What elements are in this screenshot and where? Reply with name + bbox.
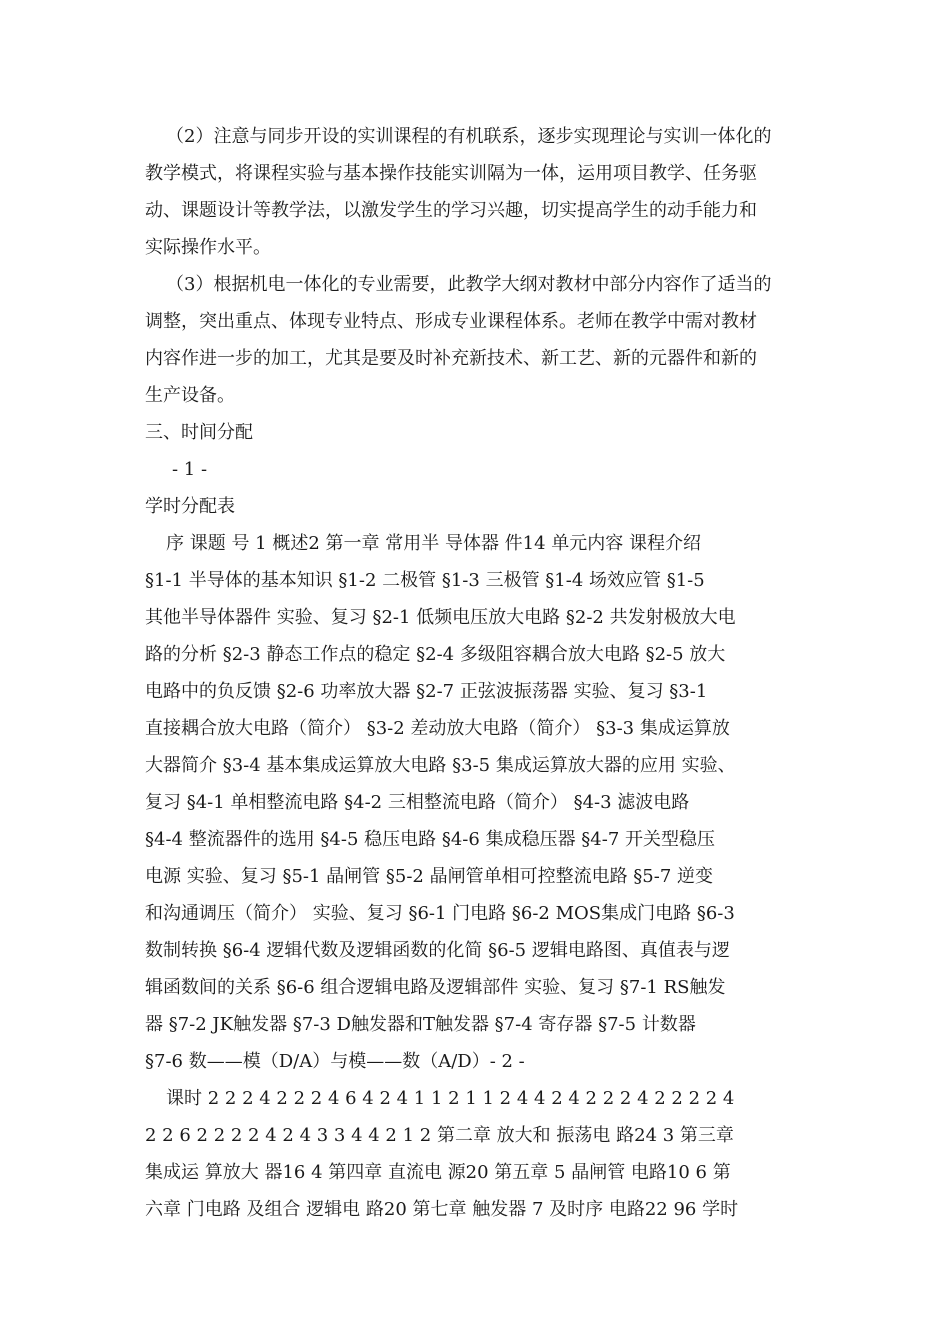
paragraph-3-line-1: （3）根据机电一体化的专业需要，此教学大纲对教材中部分内容作了适当的 bbox=[166, 274, 772, 295]
paragraph-2-line-1: （2）注意与同步开设的实训课程的有机联系，逐步实现理论与实训一体化的 bbox=[166, 126, 772, 147]
page-number-1: - 1 - bbox=[172, 459, 208, 480]
table-text-line-6: 直接耦合放大电路（简介） §3-2 差动放大电路（简介） §3-3 集成运算放 bbox=[145, 718, 730, 739]
paragraph-3-line-3: 内容作进一步的加工，尤其是要及时补充新技术、新工艺、新的元器件和新的 bbox=[145, 348, 757, 369]
table-text-line-3: 其他半导体器件 实验、复习 §2-1 低频电压放大电路 §2-2 共发射极放大电 bbox=[145, 607, 736, 628]
section-heading: 三、时间分配 bbox=[145, 422, 253, 443]
table-title: 学时分配表 bbox=[145, 496, 235, 517]
hours-line-2: 2 2 6 2 2 2 2 4 2 4 3 3 4 4 2 1 2 第二章 放大和 振荡电 路24 3 第三章 bbox=[145, 1125, 734, 1146]
table-text-line-4: 路的分析 §2-3 静态工作点的稳定 §2-4 多级阻容耦合放大电路 §2-5 放大 bbox=[145, 644, 726, 665]
paragraph-2-line-4: 实际操作水平。 bbox=[145, 237, 271, 258]
table-text-line-9: §4-4 整流器件的选用 §4-5 稳压电路 §4-6 集成稳压器 §4-7 开关型稳压 bbox=[145, 829, 715, 850]
table-text-line-5: 电路中的负反馈 §2-6 功率放大器 §2-7 正弦波振荡器 实验、复习 §3-1 bbox=[145, 681, 708, 702]
table-text-line-14: 器 §7-2 JK触发器 §7-3 D触发器和T触发器 §7-4 寄存器 §7-5 计数器 bbox=[145, 1014, 696, 1035]
paragraph-3-line-4: 生产设备。 bbox=[145, 385, 235, 406]
table-text-line-8: 复习 §4-1 单相整流电路 §4-2 三相整流电路（简介） §4-3 滤波电路 bbox=[145, 792, 690, 813]
hours-line-4: 六章 门电路 及组合 逻辑电 路20 第七章 触发器 7 及时序 电路22 96 学时 bbox=[145, 1199, 739, 1220]
hours-line-3: 集成运 算放大 器16 4 第四章 直流电 源20 第五章 5 晶闸管 电路10 6 第 bbox=[145, 1162, 731, 1183]
paragraph-3-line-2: 调整，突出重点、体现专业特点、形成专业课程体系。老师在教学中需对教材 bbox=[145, 311, 757, 332]
paragraph-2-line-3: 动、课题设计等教学法，以激发学生的学习兴趣，切实提高学生的动手能力和 bbox=[145, 200, 757, 221]
hours-line-1: 课时 2 2 2 4 2 2 2 4 6 4 2 4 1 1 2 1 1 2 4 4 2 4 2 2 2 4 2 2 2 2 4 bbox=[166, 1088, 735, 1109]
paragraph-2-line-2: 教学模式，将课程实验与基本操作技能实训隔为一体，运用项目教学、任务驱 bbox=[145, 163, 757, 184]
table-text-line-2: §1-1 半导体的基本知识 §1-2 二极管 §1-3 三极管 §1-4 场效应管 §1-5 bbox=[145, 570, 705, 591]
table-text-line-15: §7-6 数——模（D/A）与模——数（A/D）- 2 - bbox=[145, 1051, 525, 1072]
table-text-line-7: 大器简介 §3-4 基本集成运算放大电路 §3-5 集成运算放大器的应用 实验、 bbox=[145, 755, 736, 776]
table-text-line-10: 电源 实验、复习 §5-1 晶闸管 §5-2 晶闸管单相可控整流电路 §5-7 逆变 bbox=[145, 866, 714, 887]
table-text-line-11: 和沟通调压（简介） 实验、复习 §6-1 门电路 §6-2 MOS集成门电路 §6-3 bbox=[145, 903, 735, 924]
table-text-line-12: 数制转换 §6-4 逻辑代数及逻辑函数的化简 §6-5 逻辑电路图、真值表与逻 bbox=[145, 940, 730, 961]
table-text-line-1: 序 课题 号 1 概述2 第一章 常用半 导体器 件14 单元内容 课程介绍 bbox=[166, 533, 702, 554]
table-text-line-13: 辑函数间的关系 §6-6 组合逻辑电路及逻辑部件 实验、复习 §7-1 RS触发 bbox=[145, 977, 726, 998]
